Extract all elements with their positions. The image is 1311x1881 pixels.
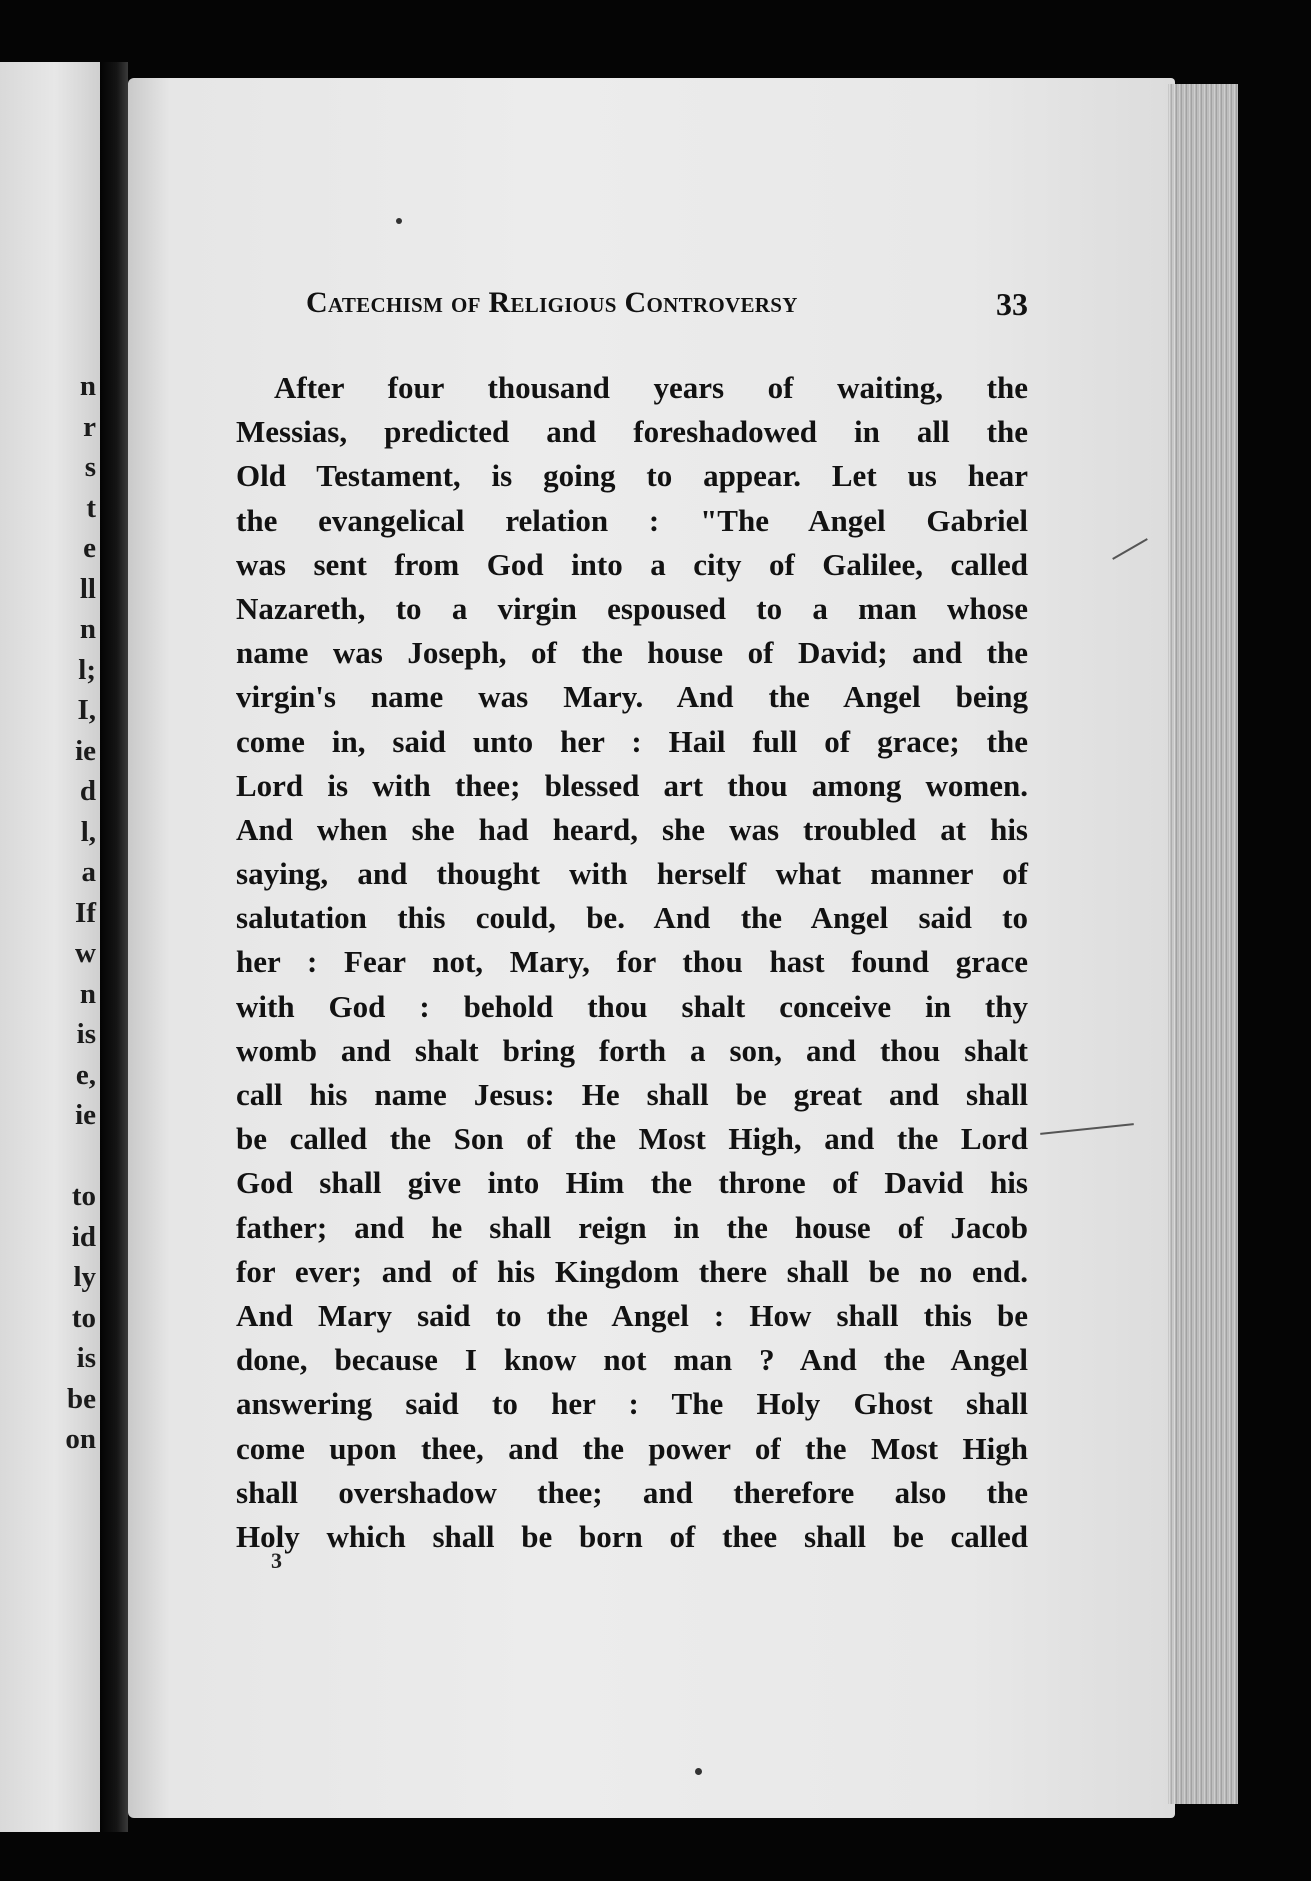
- previous-page-fragment: be: [67, 1382, 96, 1415]
- previous-page: [0, 62, 100, 1832]
- book-gutter: [100, 62, 128, 1832]
- text-line: name was Joseph, of the house of David; and the: [236, 635, 1028, 671]
- previous-page-fragment: n: [79, 613, 96, 645]
- previous-page-fragment: If: [75, 896, 96, 929]
- previous-page-fragment: n: [79, 977, 96, 1010]
- previous-page-fragment: ie: [75, 1099, 96, 1131]
- text-line: come in, said unto her : Hail full of grace; the: [236, 723, 1028, 759]
- signature-mark: 3: [271, 1548, 282, 1573]
- previous-page-fragment: to: [71, 1301, 96, 1334]
- page-edges: [1168, 84, 1238, 1804]
- text-line: the evangelical relation : "The Angel Gabriel: [236, 502, 1028, 538]
- text-line: saying, and thought with herself what manner of: [236, 856, 1028, 892]
- previous-page-fragment: id: [71, 1220, 96, 1253]
- text-line: salutation this could, be. And the Angel said to: [236, 900, 1028, 936]
- previous-page-fragment: to: [71, 1180, 96, 1212]
- text-line: done, because I know not man ? And the Angel: [236, 1342, 1028, 1378]
- previous-page-fragment: d: [79, 775, 96, 807]
- text-line: be called the Son of the Most High, and the Lord: [236, 1121, 1028, 1157]
- text-line: Nazareth, to a virgin espoused to a man whose: [236, 590, 1028, 626]
- previous-page-fragment: e,: [75, 1058, 96, 1091]
- text-line: After four thousand years of waiting, the: [274, 370, 1028, 405]
- previous-page-fragment: ll: [79, 572, 96, 605]
- text-line: come upon thee, and the power of the Most High: [236, 1430, 1028, 1466]
- text-line: answering said to her : The Holy Ghost shall: [236, 1386, 1028, 1422]
- previous-page-fragment: ly: [73, 1261, 96, 1293]
- text-line: Messias, predicted and foreshadowed in all the: [236, 414, 1028, 450]
- text-line: virgin's name was Mary. And the Angel being: [236, 679, 1028, 715]
- text-line: her : Fear not, Mary, for thou hast found grace: [236, 944, 1028, 980]
- text-line: with God : behold thou shalt conceive in thy: [236, 988, 1028, 1024]
- text-line: God shall give into Him the throne of David his: [236, 1165, 1028, 1201]
- running-header: [306, 286, 1028, 330]
- text-line: for ever; and of his Kingdom there shall be no end.: [236, 1253, 1028, 1289]
- previous-page-fragment: n: [79, 370, 96, 402]
- previous-page-fragment: a: [81, 856, 96, 888]
- previous-page-fragment: l;: [78, 653, 96, 686]
- text-line: Holy which shall be born of thee shall be called: [236, 1518, 1028, 1554]
- text-line: And Mary said to the Angel : How shall this be: [236, 1297, 1028, 1333]
- text-line: shall overshadow thee; and therefore also the: [236, 1474, 1028, 1510]
- previous-page-fragment: I,: [77, 694, 96, 726]
- previous-page-fragment: r: [83, 410, 96, 443]
- running-title: Catechism of Religious Controversy: [306, 286, 798, 319]
- text-line: womb and shalt bring forth a son, and thou shalt: [236, 1032, 1028, 1068]
- previous-page-fragment: w: [75, 937, 96, 969]
- previous-page-fragment: ie: [75, 734, 96, 767]
- speck-mark: [695, 1768, 702, 1775]
- previous-page-fragment: on: [65, 1423, 96, 1455]
- text-line: father; and he shall reign in the house of Jacob: [236, 1209, 1028, 1245]
- previous-page-fragment: s: [84, 451, 96, 483]
- text-line: call his name Jesus: He shall be great and shall: [236, 1077, 1028, 1112]
- previous-page-fragment: e: [83, 532, 96, 564]
- previous-page-fragment: t: [86, 491, 96, 524]
- speck-mark: [396, 218, 402, 224]
- body-text: [236, 366, 1028, 1559]
- text-line: Lord is with thee; blessed art thou among women.: [236, 767, 1028, 803]
- previous-page-fragment: is: [76, 1342, 96, 1374]
- text-line: And when she had heard, she was troubled at his: [236, 811, 1028, 847]
- previous-page-fragment: l,: [80, 815, 96, 848]
- previous-page-fragment: is: [76, 1018, 96, 1050]
- page-number: 33: [996, 286, 1028, 322]
- text-line: Old Testament, is going to appear. Let us hear: [236, 458, 1028, 494]
- text-line: was sent from God into a city of Galilee, called: [236, 546, 1028, 582]
